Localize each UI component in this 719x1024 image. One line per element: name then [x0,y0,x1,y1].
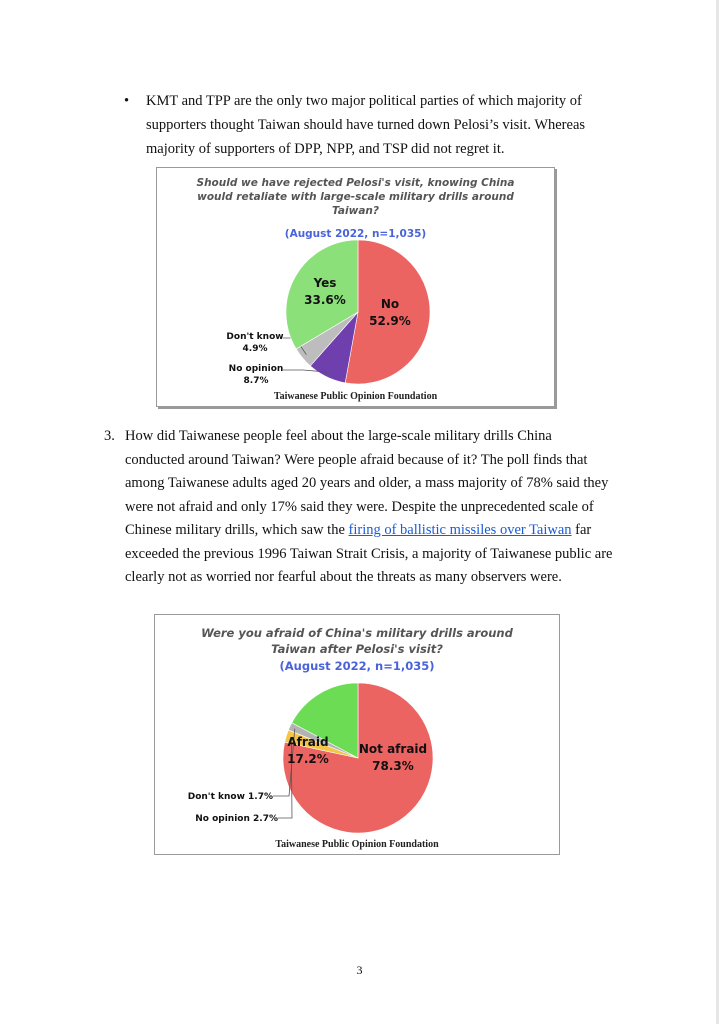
item-text-before: How did Taiwanese people feel about the large-scale military drills China conducted around Taiwan? Were people afraid because of it? The poll finds that among Taiwanese adults aged 20 years and older, a mass majority of 78% said they were not afraid and only 17% said they were. Despite the unprecedented scale of Chinese military drills, which saw the [125,428,609,538]
pie-chart-svg [157,168,554,406]
item-text-after: far exceeded the previous 1996 Taiwan Strait Crisis, a majority of Taiwanese public are clearly not as worried nor fearful about the threats as many observers were. [125,522,613,585]
data-label-don-t-know: 4.9% [242,344,268,354]
page-number: 3 [356,963,363,977]
item-number: 3. [104,428,115,444]
data-label-no-opinion: No opinion 2.7% [195,814,278,824]
chart-afraid-drills [154,614,560,855]
data-label-no-opinion: 8.7% [243,376,269,386]
chart-title-line: Should we have rejected Pelosi's visit, knowing China [196,177,515,189]
chart-subtitle: (August 2022, n=1,035) [284,228,427,240]
chart-source: Taiwanese Public Opinion Foundation [273,391,438,402]
chart-rejected-visit [156,167,555,407]
bullet-symbol: • [124,93,130,109]
missiles-link[interactable]: firing of ballistic missiles over Taiwan [348,522,572,538]
chart-title-line: Taiwan? [332,205,379,217]
data-label-don-t-know: Don't know [226,332,284,342]
chart-title-line: would retaliate with large-scale military drills around [197,191,514,203]
data-label-afraid: Afraid [287,735,329,749]
data-label-don-t-know: Don't know 1.7% [187,792,273,802]
chart-source: Taiwanese Public Opinion Foundation [275,839,439,850]
data-label-yes: Yes [313,276,337,290]
data-label-not-afraid: 78.3% [372,759,414,773]
item-text [125,425,615,590]
data-label-no: 52.9% [369,314,411,328]
pie-chart-svg [155,615,559,854]
chart-title-line: Taiwan after Pelosi's visit? [271,642,443,656]
chart-subtitle: (August 2022, n=1,035) [279,659,435,673]
data-label-not-afraid: Not afraid [358,742,428,756]
data-label-no: No [380,297,400,311]
chart-title-line: Were you afraid of China's military drills around [201,626,513,640]
data-label-afraid: 17.2% [287,752,329,766]
bullet-text: KMT and TPP are the only two major political parties of which majority of supporters thought Taiwan should have turned down Pelosi’s visit. Whereas majority of supporters of DPP, NPP, and TSP did not regret it. [146,93,586,157]
data-label-no-opinion: No opinion [228,364,284,374]
data-label-yes: 33.6% [304,293,346,307]
